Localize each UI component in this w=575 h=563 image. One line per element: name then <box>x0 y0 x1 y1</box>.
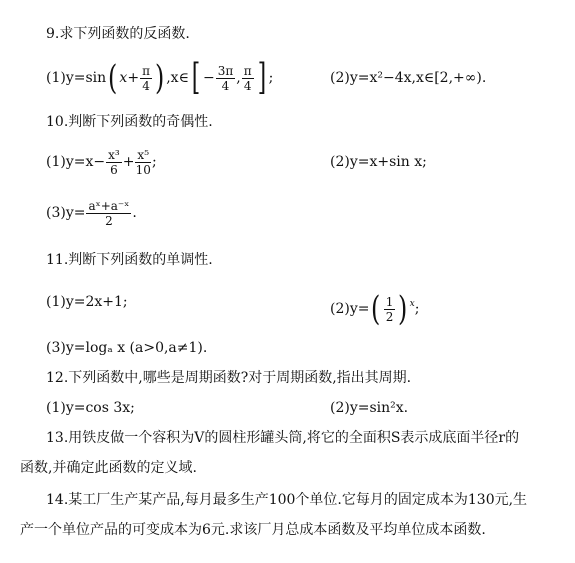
q11-part2-end: ; <box>414 301 420 317</box>
q10-part3-end: . <box>132 205 137 221</box>
q9-interval-high <box>242 64 254 93</box>
fraction-denominator: 6 <box>110 162 118 177</box>
q11-title: 11.判断下列函数的单调性. <box>46 252 213 268</box>
q9-title: 9.求下列函数的反函数. <box>46 26 190 42</box>
fraction-numerator: 1 <box>385 294 394 309</box>
left-paren: ( <box>108 58 118 98</box>
q13-line1: 13.用铁皮做一个容积为V的圆柱形罐头筒,将它的全面积S表示成底面半径r的 <box>46 430 520 446</box>
q9-part1-fraction <box>140 64 152 93</box>
right-paren: ) <box>398 289 408 329</box>
q10-title: 10.判断下列函数的奇偶性. <box>46 114 213 130</box>
q9-part1-end: ; <box>268 70 274 86</box>
left-paren: ( <box>371 289 381 329</box>
q10-part2: (2)y=x+sin x; <box>330 154 427 170</box>
q9-interval-low <box>216 64 236 93</box>
q11-part2-fraction <box>384 295 396 324</box>
q14-line1: 14.某工厂生产某产品,每月最多生产100个单位.它每月的固定成本为130元,生 <box>46 492 528 508</box>
q10-fraction-2 <box>135 148 151 177</box>
fraction-numerator: π <box>243 63 252 78</box>
q11-part1: (1)y=2x+1; <box>46 294 128 310</box>
fraction-denominator: 4 <box>221 78 230 93</box>
fraction-numerator: x⁵ <box>137 147 149 162</box>
fraction-numerator: x³ <box>108 147 120 162</box>
q12-part1: (1)y=cos 3x; <box>46 400 135 416</box>
left-bracket: [ <box>191 57 201 98</box>
q9-part2: (2)y=x²−4x,x∈[2,+∞). <box>330 70 487 86</box>
fraction-denominator: 4 <box>243 78 252 93</box>
fraction-numerator: aˣ+a⁻ˣ <box>88 198 130 213</box>
fraction-denominator: 10 <box>135 162 151 177</box>
q12-part2: (2)y=sin²x. <box>330 400 409 416</box>
right-bracket: ] <box>257 57 266 98</box>
q10-part3-fraction <box>86 199 131 228</box>
q13-line2: 函数,并确定此函数的定义域. <box>20 460 197 476</box>
fraction-denominator: 4 <box>142 78 150 93</box>
q12-title: 12.下列函数中,哪些是周期函数?对于周期函数,指出其周期. <box>46 370 412 386</box>
q11-part3: (3)y=logₐ x (a>0,a≠1). <box>46 340 208 356</box>
q11-part2 <box>330 284 420 329</box>
fraction-denominator: 2 <box>105 213 113 228</box>
right-paren: ) <box>154 58 165 98</box>
q10-part1 <box>46 142 157 182</box>
q9-part1-prefix: (1)y=sin <box>46 70 107 86</box>
q10-fraction-1 <box>106 148 122 177</box>
plus-sign: + <box>122 154 135 170</box>
q9-part1: (1)y=sin( x+ $\frac{\pi}{4}$ ) ,x∈[ − $\frac{3\pi}{4}$ , $\frac{\pi}{4}$ ] ; <box>46 57 274 98</box>
q9-part1-arg: x+ <box>119 70 140 86</box>
q10-part1-prefix: (1)y=x− <box>46 154 106 170</box>
fraction-numerator: 3π <box>217 63 234 78</box>
exponent: x <box>409 299 415 309</box>
q10-part3-prefix: (3)y= <box>46 205 86 221</box>
q10-part1-end: ; <box>152 154 157 170</box>
q11-part2-prefix: (2)y= <box>330 301 370 317</box>
fraction-denominator: 2 <box>385 309 394 324</box>
q14-line2: 产一个单位产品的可变成本为6元.求该厂月总成本函数及平均单位成本函数. <box>20 522 486 538</box>
q10-part3 <box>46 192 137 234</box>
fraction-numerator: π <box>142 63 150 78</box>
minus-sign: − <box>202 70 215 86</box>
q9-part1-mid: ,x∈ <box>166 70 189 86</box>
